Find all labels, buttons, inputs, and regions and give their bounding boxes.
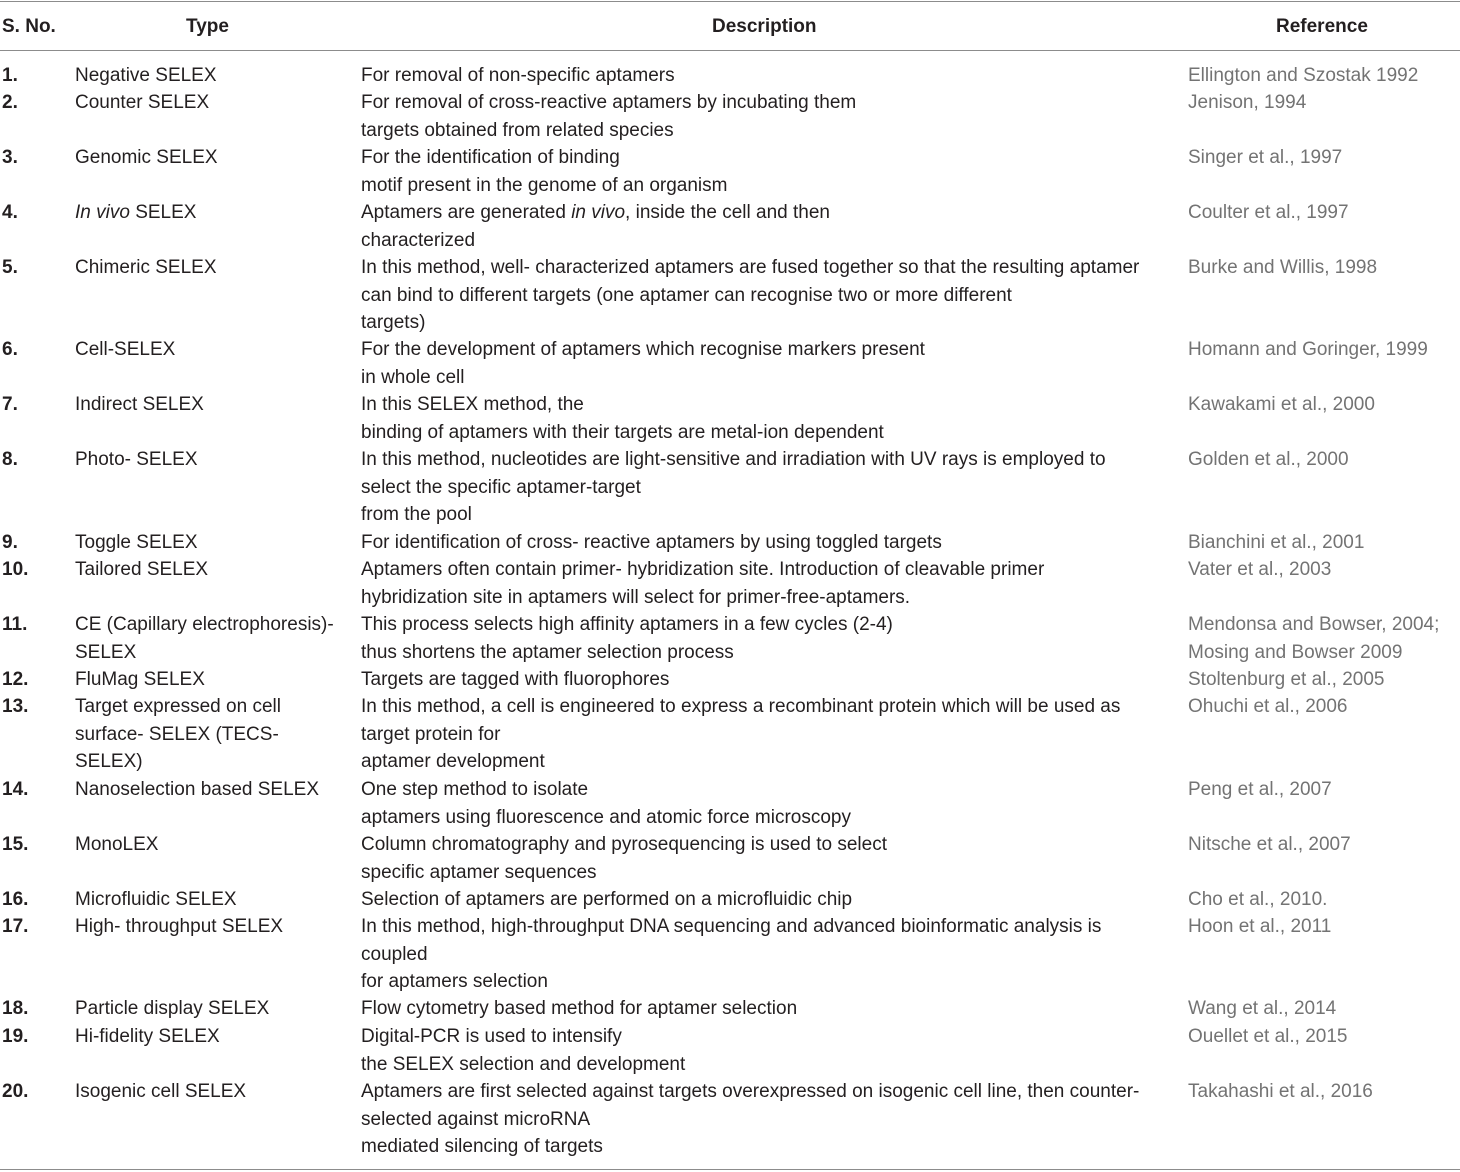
row-type — [75, 666, 205, 694]
row-description — [361, 556, 1044, 611]
row-description-line: Digital-PCR is used to intensify — [361, 1026, 622, 1047]
row-description-line: In this method, a cell is engineered to express a recombinant protein which will be used as — [361, 696, 1121, 717]
row-type — [75, 336, 175, 364]
row-type-line: Cell-SELEX — [75, 339, 176, 360]
row-reference-line: Cho et al., 2010. — [1188, 889, 1328, 910]
row-type-line: Negative SELEX — [75, 65, 217, 86]
row-reference — [1188, 199, 1349, 227]
row-number: 2. — [2, 92, 18, 113]
header-type: Type — [186, 16, 229, 37]
header-serial-number: S. No. — [2, 16, 56, 37]
row-description-text: , inside the cell and then — [625, 202, 830, 223]
row-type-line: SELEX — [75, 641, 137, 663]
row-description — [361, 611, 893, 666]
row-type — [75, 62, 217, 90]
row-type — [75, 144, 218, 172]
row-description-line: aptamers using fluorescence and atomic force microscopy — [361, 806, 852, 828]
row-type-italic: In vivo — [75, 202, 130, 223]
row-type — [75, 995, 269, 1023]
row-type-line: SELEX) — [75, 751, 143, 772]
row-description-line: coupled — [361, 943, 428, 965]
row-type-line: Indirect SELEX — [75, 394, 204, 415]
row-reference-line: Takahashi et al., 2016 — [1188, 1081, 1373, 1102]
row-type-line: Toggle SELEX — [75, 532, 198, 553]
row-reference-line: Singer et al., 1997 — [1188, 147, 1343, 168]
row-reference — [1188, 693, 1348, 721]
row-reference — [1188, 831, 1351, 859]
row-number: 4. — [2, 202, 18, 223]
row-reference-line: Vater et al., 2003 — [1188, 559, 1332, 580]
row-number: 20. — [2, 1081, 29, 1102]
row-type — [75, 199, 196, 227]
row-reference-line: Stoltenburg et al., 2005 — [1188, 669, 1385, 690]
row-reference-line: Burke and Willis, 1998 — [1188, 257, 1378, 278]
row-reference — [1188, 391, 1375, 419]
row-reference — [1188, 144, 1342, 172]
row-type-line: FluMag SELEX — [75, 669, 205, 690]
row-description — [361, 995, 797, 1023]
row-reference — [1188, 1078, 1373, 1106]
row-description — [361, 776, 851, 831]
row-reference — [1188, 666, 1384, 694]
row-description-line: thus shortens the aptamer selection process — [361, 641, 734, 663]
row-description-line: Flow cytometry based method for aptamer selection — [361, 998, 798, 1019]
row-number: 6. — [2, 339, 18, 360]
row-description — [361, 336, 925, 391]
row-description-line: One step method to isolate — [361, 779, 589, 800]
row-type — [75, 556, 208, 584]
row-type — [75, 391, 204, 419]
row-description — [361, 62, 675, 90]
row-description-line: Selection of aptamers are performed on a microfluidic chip — [361, 889, 853, 910]
row-reference — [1188, 62, 1418, 90]
row-number: 5. — [2, 257, 18, 278]
row-type-line: High- throughput SELEX — [75, 916, 284, 937]
row-type — [75, 611, 334, 666]
row-type-line: MonoLEX — [75, 834, 159, 855]
row-number: 12. — [2, 669, 29, 690]
row-reference-line: Ellington and Szostak 1992 — [1188, 65, 1419, 86]
row-type — [75, 886, 237, 914]
row-type — [75, 89, 209, 117]
row-description-line: In this method, well- characterized aptamers are fused together so that the resulting aptamer — [361, 257, 1140, 278]
row-description-line: Targets are tagged with fluorophores — [361, 669, 670, 690]
header-reference: Reference — [1276, 16, 1368, 37]
table-bottom-rule — [0, 1169, 1460, 1170]
row-number: 19. — [2, 1026, 29, 1047]
row-description-line: For the identification of binding — [361, 147, 620, 168]
row-number: 17. — [2, 916, 29, 937]
row-type-rest: SELEX — [129, 202, 197, 223]
row-reference — [1188, 611, 1439, 666]
row-description-line: Column chromatography and pyrosequencing is used to select — [361, 834, 887, 855]
row-description-italic: in vivo — [571, 202, 626, 223]
row-reference — [1188, 556, 1331, 584]
row-reference-line: Kawakami et al., 2000 — [1188, 394, 1375, 415]
row-description-line: For identification of cross- reactive aptamers by using toggled targets — [361, 532, 942, 553]
row-reference — [1188, 886, 1327, 914]
row-description — [361, 886, 852, 914]
row-type — [75, 1023, 220, 1051]
row-description-line: binding of aptamers with their targets are metal-ion dependent — [361, 421, 884, 443]
row-type — [75, 529, 198, 557]
row-reference-line: Bianchini et al., 2001 — [1188, 532, 1365, 553]
row-reference — [1188, 254, 1377, 282]
row-description-line: from the pool — [361, 504, 472, 525]
row-description-line: the SELEX selection and development — [361, 1053, 686, 1075]
header-description: Description — [712, 16, 817, 37]
row-description — [361, 446, 1106, 529]
row-type-line — [75, 199, 196, 227]
row-number: 9. — [2, 532, 18, 553]
row-reference-line: Ohuchi et al., 2006 — [1188, 696, 1348, 717]
row-number: 11. — [2, 614, 28, 635]
row-number: 18. — [2, 998, 29, 1019]
row-description-line: This process selects high affinity aptamers in a few cycles (2-4) — [361, 614, 893, 635]
row-type-line: CE (Capillary electrophoresis)- — [75, 614, 334, 635]
row-reference — [1188, 446, 1349, 474]
row-type — [75, 446, 198, 474]
row-number: 1. — [2, 65, 18, 86]
row-reference-line: Coulter et al., 1997 — [1188, 202, 1349, 223]
row-description — [361, 693, 1120, 776]
row-description-line: select the specific aptamer-target — [361, 476, 641, 498]
row-reference — [1188, 529, 1364, 557]
table-top-rule — [0, 1, 1460, 2]
row-description-line: target protein for — [361, 723, 501, 745]
row-type-line: Particle display SELEX — [75, 998, 270, 1019]
row-description-line: in whole cell — [361, 366, 465, 388]
row-reference — [1188, 1023, 1348, 1051]
row-reference — [1188, 913, 1331, 941]
row-description-line: characterized — [361, 229, 476, 251]
row-reference-line: Peng et al., 2007 — [1188, 779, 1332, 800]
row-type — [75, 776, 319, 804]
row-type-line: Microfluidic SELEX — [75, 889, 237, 910]
row-type — [75, 831, 158, 859]
row-description-line: targets obtained from related species — [361, 119, 674, 141]
row-type — [75, 254, 217, 282]
row-reference-line: Mendonsa and Bowser, 2004; — [1188, 614, 1440, 635]
row-type-line: Isogenic cell SELEX — [75, 1081, 247, 1102]
row-reference-line: Wang et al., 2014 — [1188, 998, 1337, 1019]
row-description-line: For the development of aptamers which recognise markers present — [361, 339, 925, 360]
row-reference-line: Nitsche et al., 2007 — [1188, 834, 1351, 855]
row-number: 10. — [2, 559, 29, 580]
row-description — [361, 391, 884, 446]
row-description-line: Aptamers often contain primer- hybridization site. Introduction of cleavable primer — [361, 559, 1045, 580]
row-description-line: For removal of non-specific aptamers — [361, 65, 675, 86]
row-description — [361, 666, 669, 694]
row-reference — [1188, 336, 1428, 364]
row-description-line: Aptamers are first selected against targets overexpressed on isogenic cell line, then counter- — [361, 1081, 1140, 1102]
row-description — [361, 831, 887, 886]
row-type-line: Target expressed on cell — [75, 696, 281, 717]
row-description — [361, 1078, 1139, 1161]
row-description-line: targets) — [361, 312, 426, 333]
header-rule — [0, 50, 1460, 51]
row-description — [361, 913, 1101, 996]
row-description-line: can bind to different targets (one aptamer can recognise two or more different — [361, 284, 1012, 306]
row-number: 16. — [2, 889, 29, 910]
row-type-line: Hi-fidelity SELEX — [75, 1026, 220, 1047]
row-description-line: for aptamers selection — [361, 971, 548, 992]
row-type-line: Photo- SELEX — [75, 449, 198, 470]
row-description-line: In this method, nucleotides are light-sensitive and irradiation with UV rays is employed to — [361, 449, 1106, 470]
row-description-line: hybridization site in aptamers will select for primer-free-aptamers. — [361, 586, 911, 608]
row-description-line: aptamer development — [361, 751, 545, 772]
row-type-line: Nanoselection based SELEX — [75, 779, 319, 800]
row-reference-line: Golden et al., 2000 — [1188, 449, 1349, 470]
row-description-line: selected against microRNA — [361, 1108, 591, 1130]
row-number: 3. — [2, 147, 18, 168]
row-description — [361, 89, 856, 144]
row-description-line: For removal of cross-reactive aptamers by incubating them — [361, 92, 857, 113]
row-reference — [1188, 776, 1332, 804]
row-type-line: Tailored SELEX — [75, 559, 209, 580]
row-description-line: In this method, high-throughput DNA sequencing and advanced bioinformatic analysis is — [361, 916, 1102, 937]
row-reference — [1188, 89, 1306, 117]
row-reference-line: Jenison, 1994 — [1188, 92, 1307, 113]
row-description — [361, 199, 830, 254]
row-description-line: specific aptamer sequences — [361, 861, 597, 883]
row-description — [361, 1023, 685, 1078]
row-type-line: Counter SELEX — [75, 92, 210, 113]
row-reference-line: Ouellet et al., 2015 — [1188, 1026, 1348, 1047]
row-reference-line: Hoon et al., 2011 — [1188, 916, 1332, 937]
row-type-line: Genomic SELEX — [75, 147, 218, 168]
row-number: 7. — [2, 394, 18, 415]
row-description-text: Aptamers are generated — [361, 202, 572, 223]
row-number: 14. — [2, 779, 29, 800]
row-type — [75, 693, 281, 776]
row-number: 8. — [2, 449, 18, 470]
row-description — [361, 254, 1139, 337]
row-description — [361, 529, 942, 557]
row-reference-line: Mosing and Bowser 2009 — [1188, 641, 1403, 663]
row-type — [75, 913, 283, 941]
row-reference-line: Homann and Goringer, 1999 — [1188, 339, 1428, 360]
row-description — [361, 144, 727, 199]
row-number: 15. — [2, 834, 29, 855]
row-type-line: Chimeric SELEX — [75, 257, 217, 278]
row-description-line: mediated silencing of targets — [361, 1136, 603, 1157]
row-description-line — [361, 199, 830, 227]
row-description-line: In this SELEX method, the — [361, 394, 584, 415]
row-type-line: surface- SELEX (TECS- — [75, 723, 279, 745]
row-description-line: motif present in the genome of an organism — [361, 174, 728, 196]
row-type — [75, 1078, 246, 1106]
row-number: 13. — [2, 696, 29, 717]
row-reference — [1188, 995, 1336, 1023]
